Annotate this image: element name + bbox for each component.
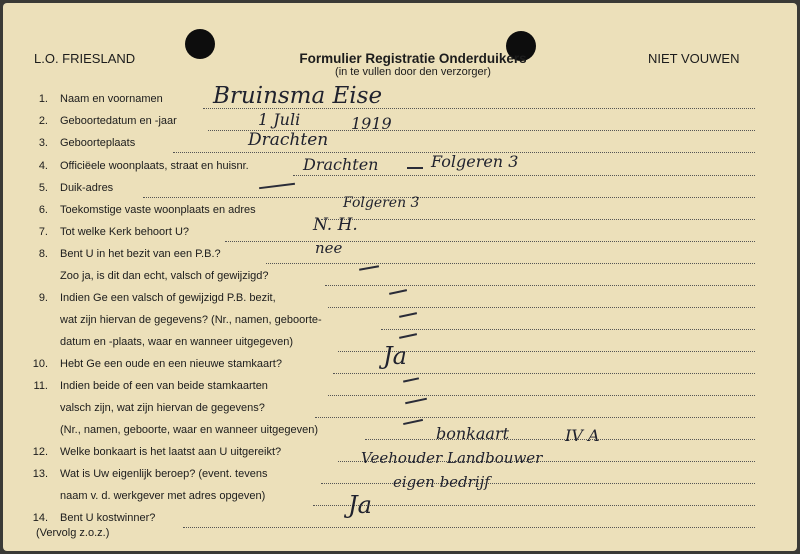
blank-answer-dash: [403, 377, 419, 382]
row-label: Bent U in het bezit van een P.B.?: [60, 248, 221, 260]
row-number: 3.: [38, 137, 48, 149]
continued-overleaf-note: (Vervolg z.o.z.): [36, 527, 110, 539]
form-subtitle: (in te vullen door den verzorger): [335, 66, 491, 78]
row-label: Wat is Uw eigenlijk beroep? (event. tevens: [60, 468, 268, 480]
blank-answer-dash: [359, 265, 379, 270]
row-label: naam v. d. werkgever met adres opgeven): [60, 490, 266, 502]
row-number: 8.: [38, 248, 48, 260]
row-label: Zoo ja, is dit dan echt, valsch of gewijzigd?: [60, 270, 269, 282]
row-number: 13.: [32, 468, 48, 480]
answer-line-13: [321, 483, 755, 484]
row-label: Welke bonkaart is het laatst aan U uitgereikt?: [60, 446, 282, 458]
answer-future-address: Folgeren 3: [343, 195, 420, 211]
answer-kostwinner: Ja: [348, 491, 372, 519]
blank-answer-dash: [399, 312, 417, 317]
row-label: Bent U kostwinner?: [60, 512, 156, 524]
blank-answer-dash: [399, 333, 417, 338]
row-label: Geboorteplaats: [60, 137, 136, 149]
row-label: Hebt Ge een oude en een nieuwe stamkaart?: [60, 358, 282, 370]
answer-line-9: [328, 307, 755, 308]
dash-mark: [407, 167, 423, 169]
blank-answer-dash: [403, 419, 423, 425]
answer-line-11b: [315, 417, 755, 418]
answer-stamkaart: Ja: [383, 342, 407, 370]
blank-answer-dash: [259, 183, 295, 189]
row-number: 14.: [32, 512, 48, 524]
row-label: wat zijn hiervan de gegevens? (Nr., namen, geboorte-: [60, 314, 322, 326]
answer-residence-town: Drachten: [303, 155, 379, 174]
answer-church: N. H.: [313, 215, 358, 235]
row-label: Toekomstige vaste woonplaats en adres: [60, 204, 256, 216]
row-label: Tot welke Kerk behoort U?: [60, 226, 190, 238]
answer-line-7: [225, 241, 755, 242]
row-number: 10.: [32, 358, 48, 370]
answer-bonkaart: bonkaart: [436, 424, 510, 443]
answer-line-4: [293, 175, 755, 176]
form-title: Formulier Registratie Onderduikers: [299, 51, 527, 66]
answer-line-5: [143, 197, 755, 198]
region-label: L.O. FRIESLAND: [34, 51, 136, 66]
answer-line-10: [333, 373, 755, 374]
answer-line-8b: [325, 285, 755, 286]
row-number: 4.: [38, 160, 48, 172]
answer-birthplace: Drachten: [248, 130, 329, 150]
row-label: Naam en voornamen: [60, 93, 163, 105]
answer-line-11c: [365, 439, 755, 440]
answer-werkgever: eigen bedrijf: [393, 473, 490, 491]
answer-line-14: [183, 527, 755, 528]
row-number: 1.: [38, 93, 48, 105]
row-label: Officiëele woonplaats, straat en huisnr.: [60, 160, 249, 172]
answer-line-8: [266, 263, 755, 264]
row-label: Duik-adres: [60, 182, 114, 194]
row-label: datum en -plaats, waar en wanneer uitgegeven): [60, 336, 293, 348]
answer-birth-year: 1919: [351, 114, 392, 133]
blank-answer-dash: [389, 289, 407, 294]
answer-pb: nee: [315, 239, 343, 257]
answer-line-6: [321, 219, 755, 220]
answer-name: Bruinsma Eise: [213, 83, 383, 109]
answer-residence-street: Folgeren 3: [431, 152, 519, 171]
row-number: 12.: [32, 446, 48, 458]
answer-line-13b: [313, 505, 755, 506]
row-label: valsch zijn, wat zijn hiervan de gegevens?: [60, 402, 265, 414]
row-number: 11.: [33, 380, 48, 392]
blank-answer-dash: [405, 398, 427, 404]
row-number: 7.: [38, 226, 48, 238]
row-label: Indien Ge een valsch of gewijzigd P.B. bezit,: [60, 292, 276, 304]
do-not-fold-label: NIET VOUWEN: [648, 51, 740, 66]
answer-line-9b: [381, 329, 755, 330]
answer-birth-day: 1 Juli: [258, 110, 301, 129]
answer-beroep: Veehouder Landbouwer: [361, 449, 543, 467]
row-number: 2.: [38, 115, 48, 127]
row-number: 5.: [38, 182, 48, 194]
answer-bonkaart-code: IV A: [565, 426, 600, 445]
row-label: (Nr., namen, geboorte, waar en wanneer uitgegeven): [60, 424, 319, 436]
registration-card: [3, 3, 797, 551]
row-label: Indien beide of een van beide stamkaarten: [60, 380, 268, 392]
row-label: Geboortedatum en -jaar: [60, 115, 177, 127]
answer-line-11: [328, 395, 755, 396]
row-number: 6.: [38, 204, 48, 216]
row-number: 9.: [38, 292, 48, 304]
